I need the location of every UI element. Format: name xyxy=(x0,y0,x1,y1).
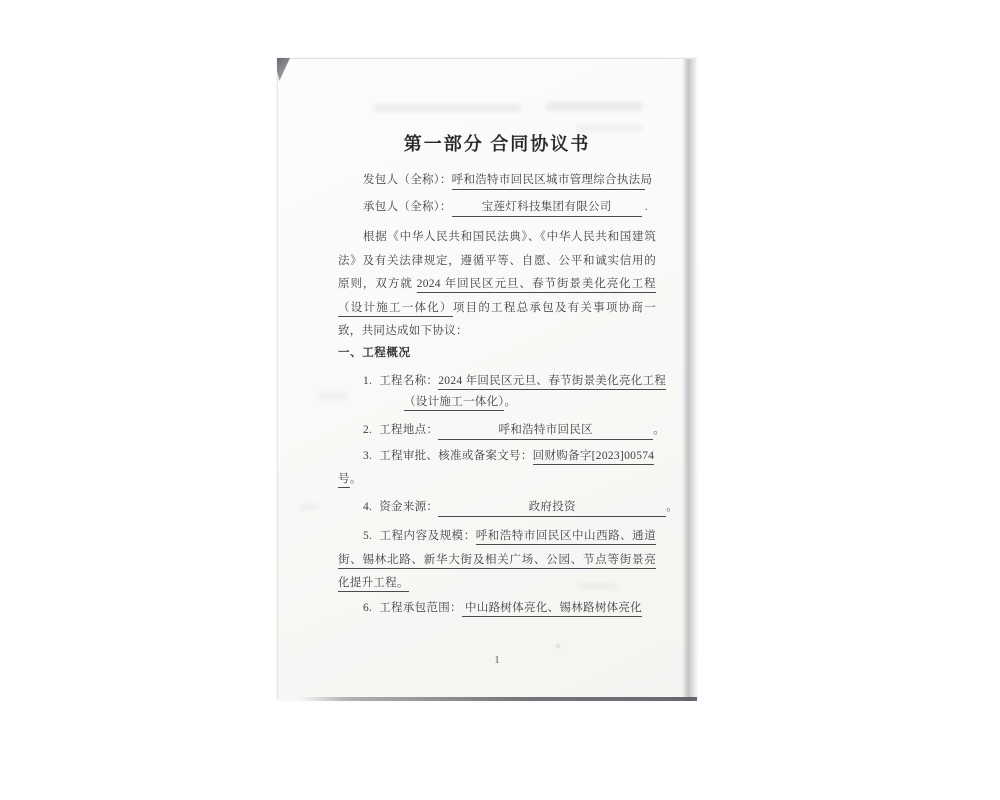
party-b-label: 承包人（全称）： xyxy=(363,201,452,213)
approval-number-item-line-1 xyxy=(338,445,681,469)
project-name-label: 工程名称： xyxy=(379,375,439,387)
bleed-through-mark xyxy=(300,504,318,510)
project-name-item-line-2 xyxy=(404,391,516,415)
party-b-value: 宝莲灯科技集团有限公司 xyxy=(452,200,642,217)
party-a-row xyxy=(338,169,681,193)
bleed-through-mark xyxy=(373,104,521,112)
bleed-through-mark xyxy=(576,125,642,131)
page-corner-fold-mark xyxy=(277,58,290,81)
preamble-text-end: 项目的工程总承包及有关事项协商一致，共同达成如下协议： xyxy=(338,301,656,337)
contract-scope-value: 中山路树体亮化、锡林路树体亮化 xyxy=(462,602,642,617)
party-b-row xyxy=(338,196,681,220)
scope-and-scale-item xyxy=(338,525,656,596)
approval-value: 回财购备字[2023]00574 xyxy=(533,450,655,465)
project-name-value-continued: （设计施工一体化） xyxy=(404,396,504,411)
contract-scope-label: 工程承包范围： xyxy=(379,602,462,614)
party-a-label: 发包人（全称）： xyxy=(363,174,452,186)
period: 。 xyxy=(666,501,679,513)
approval-number-item-line-2 xyxy=(338,468,656,492)
scope-label: 工程内容及规模： xyxy=(379,530,476,542)
document-title: 第一部分 合同协议书 xyxy=(403,134,591,154)
contract-scope-item xyxy=(338,597,681,621)
preamble-text-start: 根据《中华人民共和国民法典》、《中华人民共和国建筑法》及有关法律规定，遵循平等、自愿、公平和诚实信用的原则，双方就 xyxy=(338,231,656,290)
approval-value-continued: 号 xyxy=(338,473,350,488)
item-number: 4. xyxy=(363,501,373,513)
period: 。 xyxy=(349,473,362,485)
scanned-contract-page xyxy=(277,58,697,700)
project-name-item-line-1 xyxy=(338,370,681,394)
bleed-through-mark xyxy=(546,102,642,111)
party-a-value: 呼和浩特市回民区城市管理综合执法局 xyxy=(452,173,645,190)
page-right-edge-shadow xyxy=(682,59,696,700)
location-label: 工程地点： xyxy=(379,424,439,436)
project-name-value: 2024 年回民区元旦、春节街景美化亮化工程 xyxy=(438,375,666,390)
funding-label: 资金来源： xyxy=(379,501,439,513)
scope-value: 呼和浩特市回民区中山西路、通道街、锡林北路、新华大街及相关广场、公园、节点等街景亮化提升工程。 xyxy=(338,530,656,592)
project-location-item xyxy=(338,419,681,443)
preamble-paragraph xyxy=(338,226,656,344)
period: 。 xyxy=(653,424,666,436)
section-heading-project-overview: 一、工程概况 xyxy=(338,347,411,359)
funding-source-item xyxy=(338,496,681,520)
item-number: 6. xyxy=(363,602,373,614)
item-number: 1. xyxy=(363,375,373,387)
approval-label: 工程审批、核准或备案文号： xyxy=(379,450,533,462)
party-b-period: . xyxy=(644,201,649,213)
funding-value: 政府投资 xyxy=(438,500,666,517)
item-number: 2. xyxy=(363,424,373,436)
location-value: 呼和浩特市回民区 xyxy=(438,423,653,440)
preamble-project-name-underlined: 2024 年回民区元旦、春节街景美化亮化工程（设计施工一体化） xyxy=(338,278,656,317)
period: 。 xyxy=(504,396,517,408)
item-number: 3. xyxy=(363,450,373,462)
page-number: 1 xyxy=(494,655,500,666)
scan-speck xyxy=(556,644,560,648)
item-number: 5. xyxy=(363,530,373,542)
page-bottom-edge-shadow xyxy=(300,697,697,701)
